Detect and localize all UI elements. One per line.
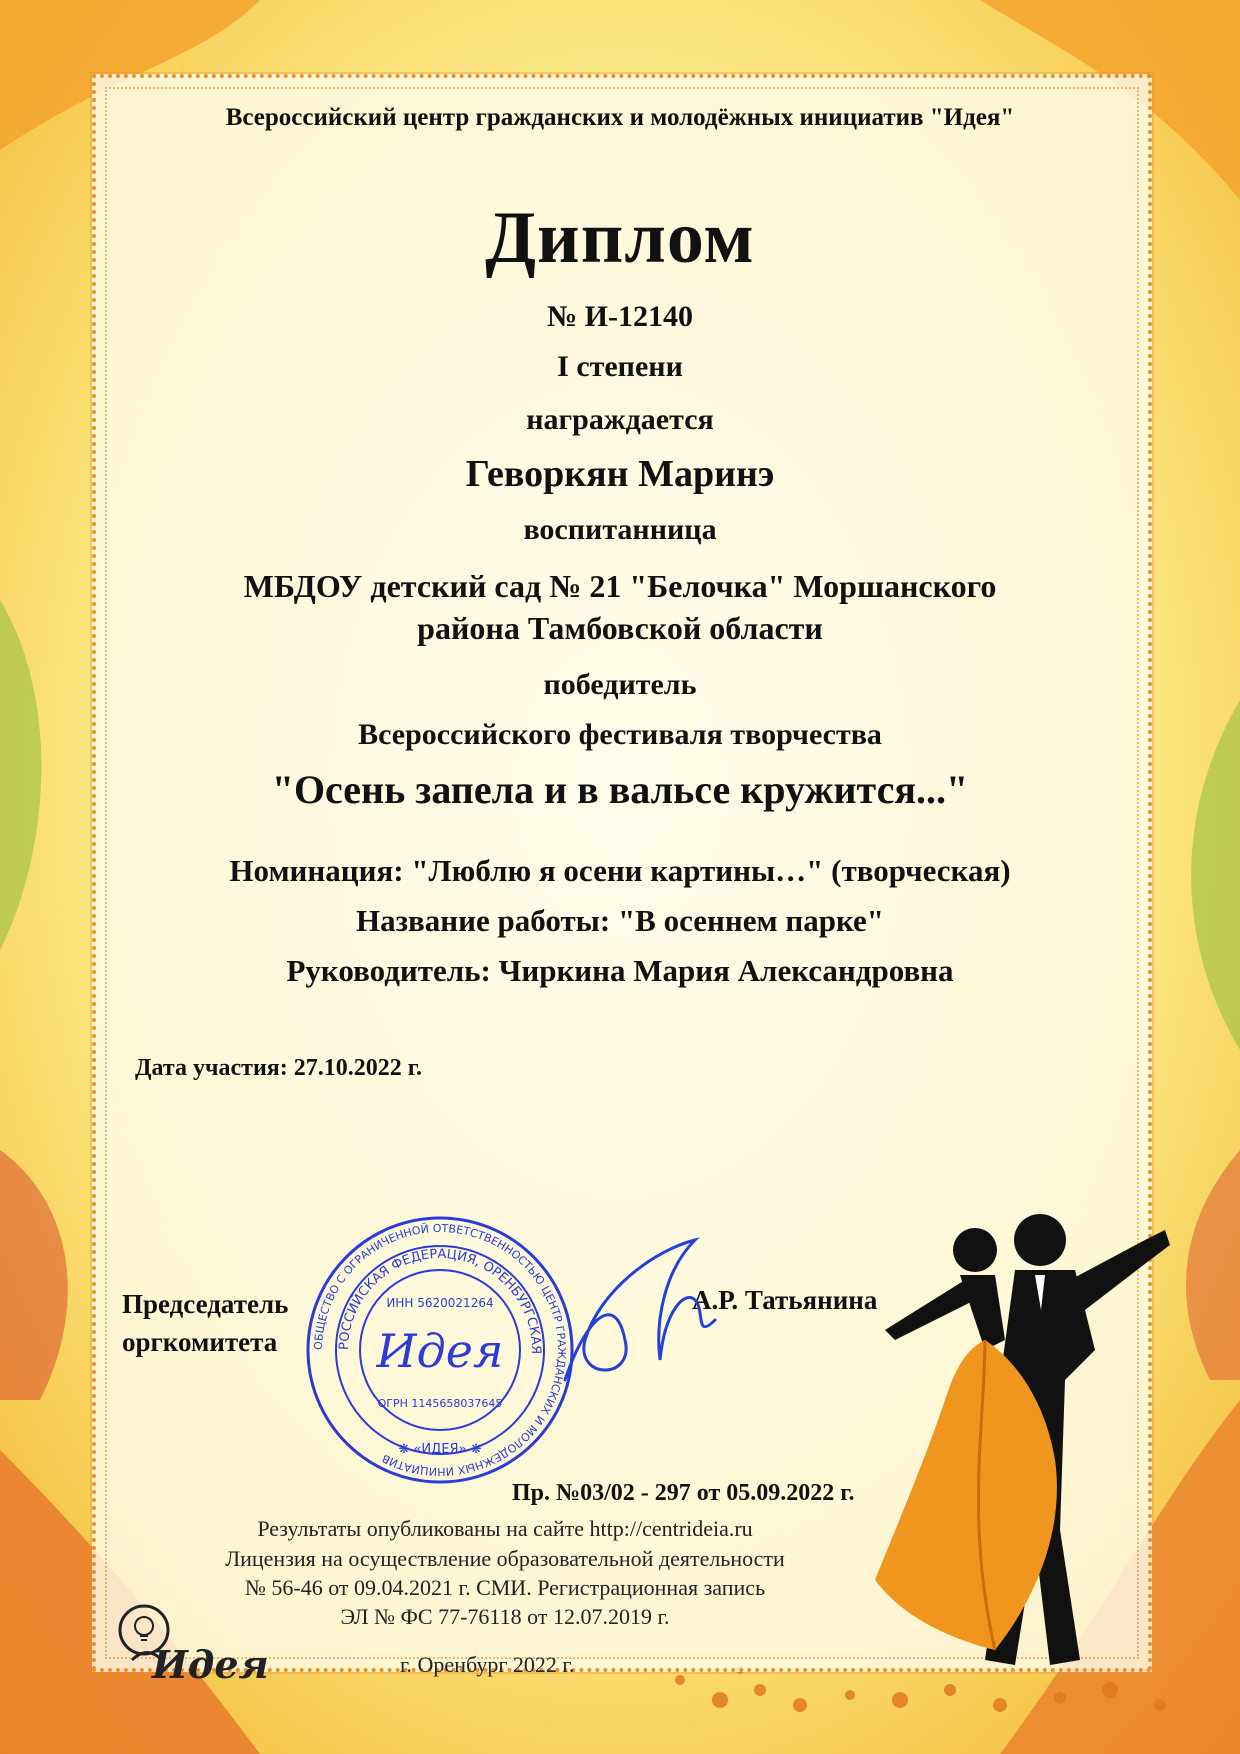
chair-line-2: оргкомитета — [122, 1327, 278, 1357]
seal-ring-text: ОБЩЕСТВО С ОГРАНИЧЕННОЙ ОТВЕТСТВЕННОСТЬЮ ЦЕНТР ГРАЖДАНСКИХ И МОЛОДЕЖНЫХ ИНИЦИАТИВ — [311, 1221, 569, 1479]
footer-line-3: № 56-46 от 09.04.2021 г. СМИ. Регистрационная запись — [244, 1575, 766, 1600]
chair-name: А.Р. Татьянина — [692, 1285, 878, 1315]
seal-bottom: ❋ «ИДЕЯ» ❋ — [398, 1442, 482, 1457]
supervisor: Руководитель: Чиркина Мария Александровна — [286, 953, 954, 988]
city-year: г. Оренбург 2022 г. — [400, 1652, 575, 1677]
footer-line-2: Лицензия на осуществление образовательной деятельности — [225, 1546, 785, 1571]
seal-inn: ИНН 5620021264 — [386, 1296, 494, 1310]
signature — [545, 1230, 725, 1400]
chair-line-1: Председатель — [122, 1289, 289, 1319]
festival-label: Всероссийского фестиваля творчества — [358, 718, 882, 751]
festival-name: "Осень запела и в вальсе кружится..." — [271, 767, 969, 812]
winner-label: победитель — [543, 668, 697, 701]
institution — [0, 565, 1240, 649]
organization-seal — [305, 1215, 575, 1485]
logo-text: Идея — [152, 1642, 269, 1687]
idea-logo — [112, 1590, 269, 1690]
institution-line-2: района Тамбовской области — [417, 610, 823, 646]
diploma-degree: I степени — [557, 350, 683, 383]
chair-title — [122, 1285, 288, 1361]
diploma-number: № И-12140 — [547, 300, 693, 333]
footer-line-4: ЭЛ № ФС 77-76118 от 12.07.2019 г. — [340, 1604, 670, 1629]
recipient-name: Геворкян Маринэ — [465, 453, 775, 495]
diploma-title: Диплом — [485, 197, 755, 279]
seal-ogrn: ОГРН 1145658037645 — [377, 1397, 503, 1410]
seal-inner-ring: РОССИЙСКАЯ ФЕДЕРАЦИЯ, ОРЕНБУРГСКАЯ — [336, 1246, 544, 1355]
organization-name: Всероссийский центр гражданских и молодёжных инициатив "Идея" — [225, 104, 1015, 131]
institution-line-1: МБДОУ детский сад № 21 "Белочка" Моршанского — [243, 568, 997, 604]
work-title: Название работы: "В осеннем парке" — [355, 903, 884, 938]
order-number: Пр. №03/02 - 297 от 05.09.2022 г. — [512, 1480, 855, 1506]
footer-line-1: Результаты опубликованы на сайте http://centrideia.ru — [257, 1516, 753, 1541]
participation-date: Дата участия: 27.10.2022 г. — [135, 1055, 422, 1081]
recipient-status: воспитанница — [523, 513, 717, 546]
seal-center-text: Идея — [376, 1324, 504, 1378]
nomination: Номинация: "Люблю я осени картины…" (творческая) — [229, 853, 1011, 888]
dancing-couple-illustration — [865, 1200, 1195, 1680]
awarded-label: награждается — [526, 403, 714, 436]
